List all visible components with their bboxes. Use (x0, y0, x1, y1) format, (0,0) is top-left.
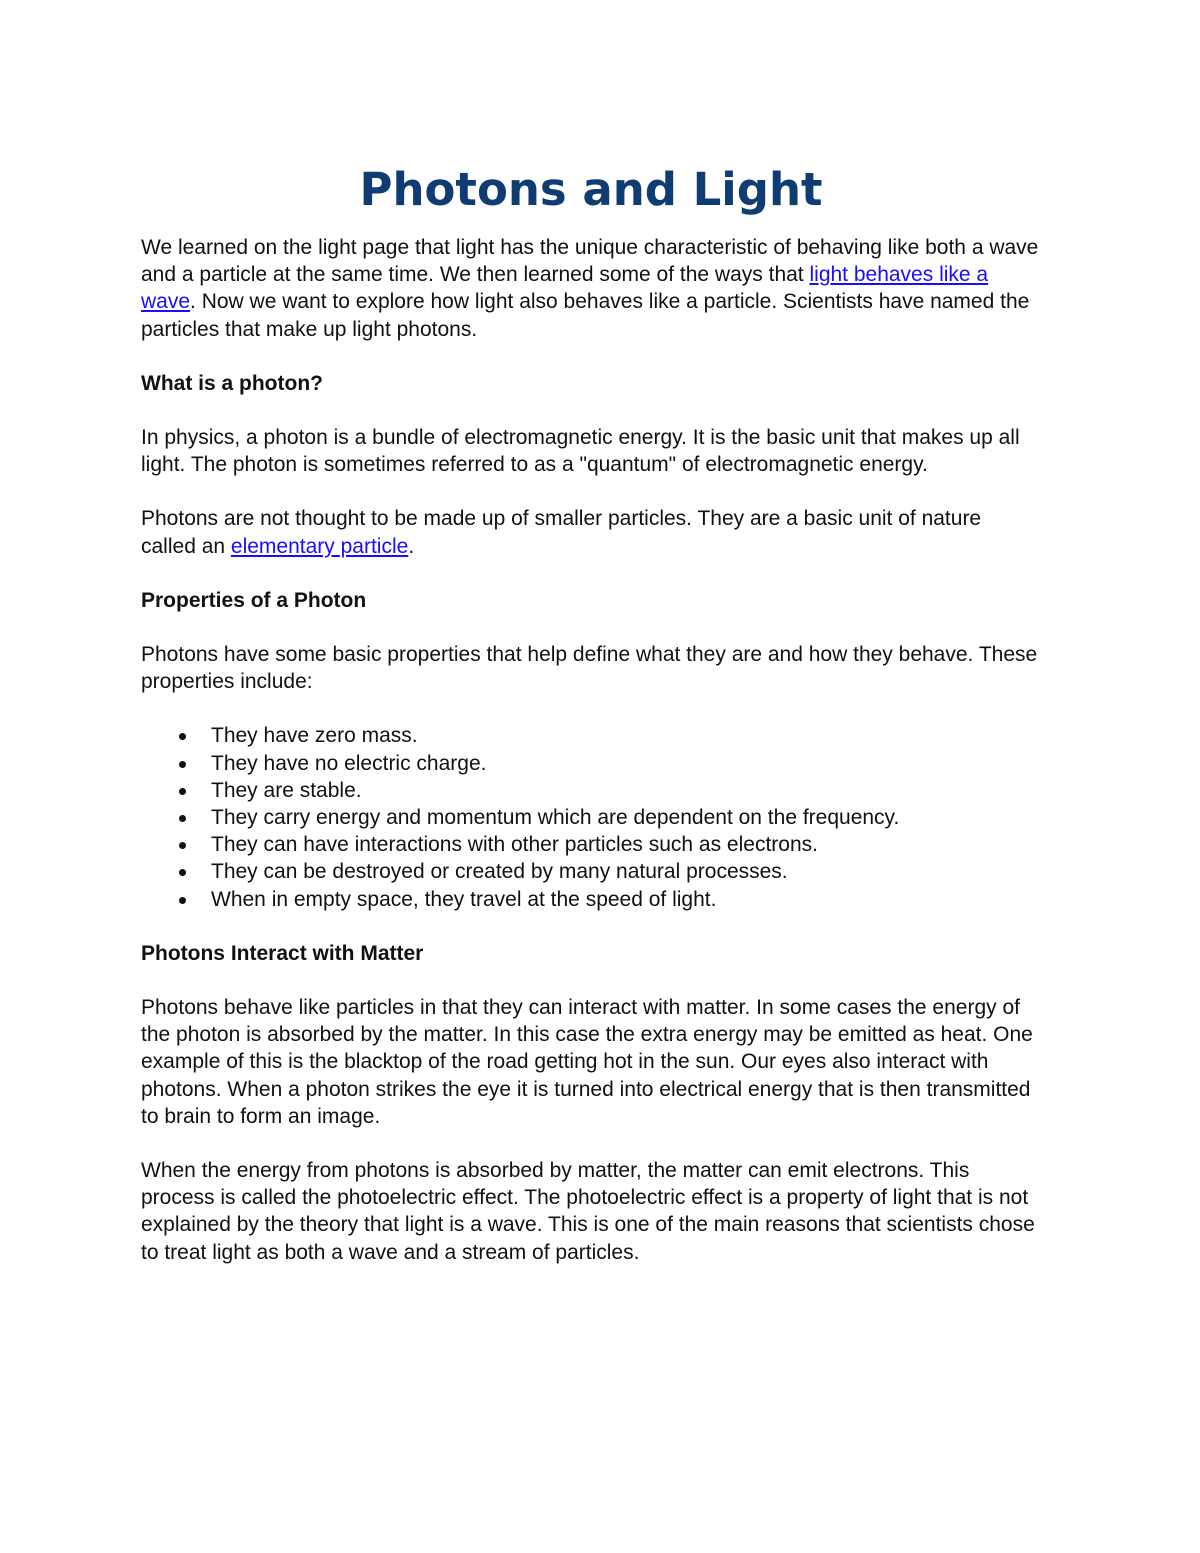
bullet-icon (179, 897, 186, 904)
bullet-icon (179, 761, 186, 768)
list-item-text: They are stable. (211, 778, 362, 802)
what-paragraph-1: In physics, a photon is a bundle of electromagnetic energy. It is the basic unit that makes up all light. The photon is sometimes referred to as a "quantum" of electromagnetic energy. (141, 426, 1020, 477)
list-item (211, 722, 1041, 749)
what-is-a-photon-heading: What is a photon? (141, 371, 323, 395)
list-item-text: They have no electric charge. (211, 751, 487, 775)
elementary-particle-link[interactable]: elementary particle (230, 534, 409, 558)
bullet-icon (179, 815, 186, 822)
light-behaves-like-a-wave-link[interactable]: light behaves like a wave (141, 263, 989, 314)
properties-heading: Properties of a Photon (141, 588, 367, 612)
list-item (211, 804, 1041, 831)
what-p2-text-after-link: . (408, 534, 415, 558)
intro-paragraph (141, 234, 1041, 343)
list-item-text: They carry energy and momentum which are dependent on the frequency. (211, 806, 900, 830)
intro-text-before-link: We learned on the light page that light has the unique characteristic of behaving like both a wave and a particle at the same time. We then learned some of the ways that (141, 236, 1039, 287)
what-p2-text-before-link: Photons are not thought to be made up of smaller particles. They are a basic unit of nature called an (141, 507, 982, 558)
bullet-icon (179, 788, 186, 795)
bullet-icon (179, 869, 186, 876)
properties-intro: Photons have some basic properties that help define what they are and how they behave. These properties include: (141, 643, 1038, 694)
list-item-text: They can have interactions with other particles such as electrons. (211, 833, 818, 857)
list-item (211, 858, 1041, 885)
interact-paragraph-2: When the energy from photons is absorbed by matter, the matter can emit electrons. This process is called the photoelectric effect. The photoelectric effect is a property of light that is not explained by the theory that light is a wave. This is one of the main reasons that scientists chose to treat light as both a wave and a stream of particles. (141, 1159, 1035, 1264)
bullet-icon (179, 842, 186, 849)
list-item (211, 750, 1041, 777)
list-item-text: They can be destroyed or created by many natural processes. (211, 860, 788, 884)
intro-text-after-link: . Now we want to explore how light also behaves like a particle. Scientists have named the particles that make up light photons. (141, 290, 1030, 341)
document-page (141, 158, 1041, 1293)
page-title: Photons and Light (359, 163, 823, 216)
list-item-text: When in empty space, they travel at the speed of light. (211, 887, 717, 911)
list-item (211, 831, 1041, 858)
list-item (211, 886, 1041, 913)
interact-heading: Photons Interact with Matter (141, 941, 424, 965)
bullet-icon (179, 733, 186, 740)
list-item-text: They have zero mass. (211, 724, 418, 748)
properties-list (141, 722, 1041, 912)
what-paragraph-2 (141, 505, 1041, 559)
interact-paragraph-1: Photons behave like particles in that they can interact with matter. In some cases the energy of the photon is absorbed by the matter. In this case the extra energy may be emitted as heat. One example of this is the blacktop of the road getting hot in the sun. Our eyes also interact with photons. When a photon strikes the eye it is turned into electrical energy that is then transmitted to brain to form an image. (141, 996, 1033, 1128)
list-item (211, 777, 1041, 804)
